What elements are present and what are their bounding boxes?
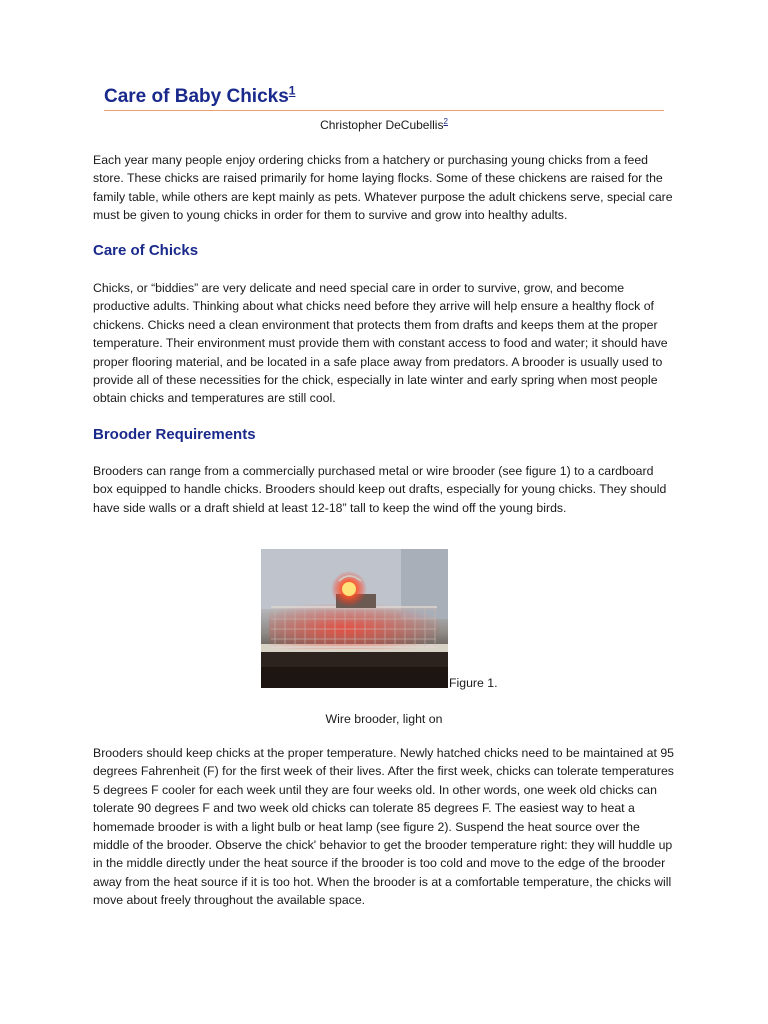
wire-brooder-photo xyxy=(261,549,448,688)
temperature-paragraph: Brooders should keep chicks at the proper temperature. Newly hatched chicks need to be maintained at 95 degrees Fahrenheit (F) for the first week of their lives. After the first week, chicks can tolerate temperatures 5 degrees F cooler for each week until they are four weeks old. In other words, one week old chicks can tolerate 90 degrees F and two week old chicks can tolerate 85 degrees F. The easiest way to heat a homemade brooder is with a light bulb or heat lamp (see figure 2). Suspend the heat source over the middle of the brooder. Observe the chick' behavior to get the brooder temperature right: they will huddle up in the middle directly under the heat source if the brooder is too cold and move to the edge of the brooder away from the heat source if it is too hot. When the brooder is at a comfortable temperature, the chicks will move about freely throughout the available space. xyxy=(93,746,675,908)
intro-paragraph: Each year many people enjoy ordering chicks from a hatchery or purchasing young chicks from a feed store. These chicks are raised primarily for home laying flocks. Some of these chickens are raised for the family table, while others are kept mainly as pets. Whatever purpose the adult chickens serve, special care must be given to young chicks in order for them to survive and grow into healthy adults. xyxy=(93,153,673,223)
heading-care-of-chicks: Care of Chicks xyxy=(93,242,199,259)
author-line xyxy=(0,117,768,133)
title-text: Care of Baby Chicks xyxy=(104,86,289,107)
heading-brooder-requirements: Brooder Requirements xyxy=(93,426,256,443)
figure-caption: Wire brooder, light on xyxy=(325,712,443,726)
author-name: Christopher DeCubellis xyxy=(320,118,444,132)
care-of-chicks-paragraph: Chicks, or “biddies” are very delicate and need special care in order to survive, grow, and become productive adults. Thinking about what chicks need before they arrive will help ensure a healthy flock of chickens. Chicks need a clean environment that protects them from drafts and keeps them at the proper temperature. Their environment must provide them with constant access to food and water; it should have proper flooring material, and be located in a safe place away from predators. A brooder is usually used to provide all of these necessities for the chick, especially in late winter and early spring when most people obtain chicks and temperatures are still cool. xyxy=(93,281,668,406)
brooder-requirements-paragraph: Brooders can range from a commercially purchased metal or wire brooder (see figure 1) to a cardboard box equipped to handle chicks. Brooders should keep out drafts, especially for young chicks. They should have side walls or a draft shield at least 12-18” tall to keep the wind off the young birds. xyxy=(93,464,667,515)
title-block xyxy=(104,83,664,111)
page-title xyxy=(104,83,664,108)
figure-label: Figure 1. xyxy=(449,676,498,690)
title-footnote-link[interactable]: 1 xyxy=(288,83,296,98)
author-footnote-link[interactable]: 2 xyxy=(443,117,448,126)
